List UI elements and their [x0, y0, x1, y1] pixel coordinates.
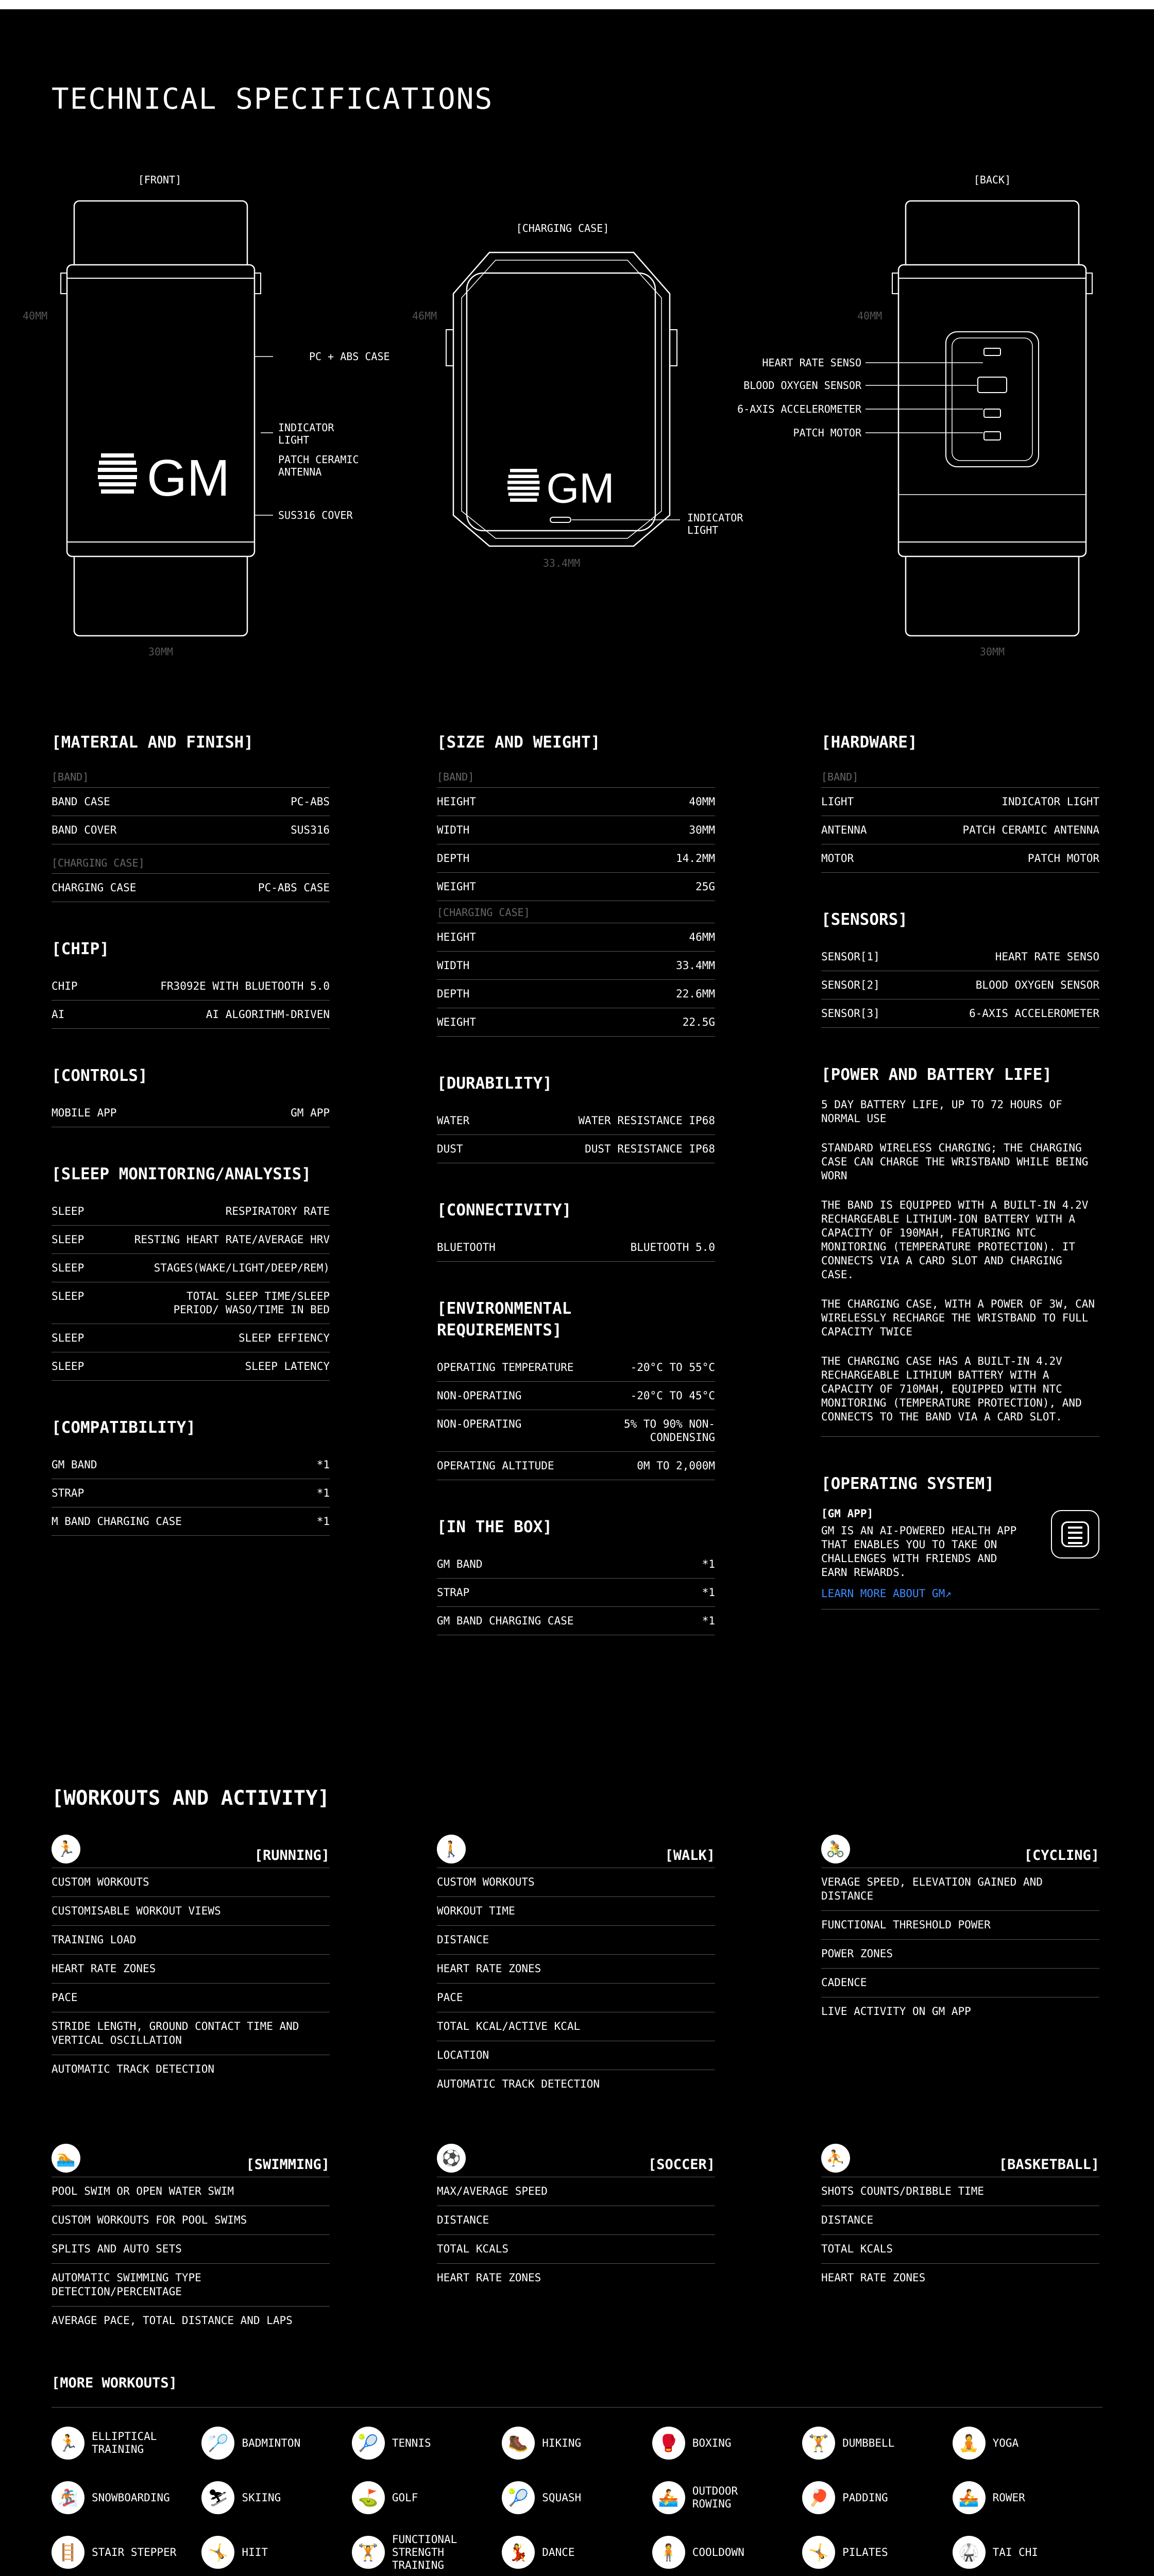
subheading: [BAND] — [821, 766, 1099, 788]
spec-column-3 — [821, 732, 1099, 1646]
durability-section — [437, 1073, 715, 1163]
running-icon: 🏃 — [52, 1835, 80, 1863]
workout-feature: TOTAL KCALS — [821, 2235, 1099, 2264]
workout-feature: SPLITS AND AUTO SETS — [52, 2235, 330, 2264]
more-workout-label: ROWER — [992, 2491, 1025, 2504]
cooldown-icon: 🧍 — [652, 2536, 685, 2569]
spec-row: SENSOR[3] 6-AXIS ACCELEROMETER — [821, 999, 1099, 1028]
workout-feature: STRIDE LENGTH, GROUND CONTACT TIME AND VERTICAL OSCILLATION — [52, 2012, 330, 2055]
yoga-icon: 🧘 — [953, 2427, 986, 2460]
case-width-dim: 33.4MM — [542, 557, 581, 569]
more-workout-label: PILATES — [842, 2546, 888, 2558]
section-title: [HARDWARE] — [821, 733, 918, 752]
section-title: [SIZE AND WEIGHT] — [437, 733, 601, 752]
workout-card — [821, 2141, 1099, 2292]
more-workout-label: BADMINTON — [242, 2436, 301, 2449]
learn-more-link[interactable]: LEARN MORE ABOUT GM↗ — [821, 1587, 952, 1600]
workout-feature: SHOTS COUNTS/DRIBBLE TIME — [821, 2177, 1099, 2206]
soccer-icon: ⚽ — [437, 2144, 466, 2173]
subheading: [BAND] — [52, 766, 330, 788]
dance-icon: 💃 — [502, 2536, 535, 2569]
spec-row: WATER WATER RESISTANCE IP68 — [437, 1107, 715, 1135]
spec-row: STRAP *1 — [437, 1579, 715, 1607]
more-workout-item — [52, 2476, 201, 2519]
more-workout-item — [652, 2421, 802, 2465]
workout-feature: TOTAL KCAL/ACTIVE KCAL — [437, 2012, 715, 2041]
page-title: TECHNICAL SPECIFICATIONS — [52, 82, 494, 116]
spec-row: MOTOR PATCH MOTOR — [821, 844, 1099, 873]
workout-card-header — [52, 2141, 330, 2177]
os-section — [821, 1473, 1099, 1609]
more-workout-label: YOGA — [992, 2436, 1019, 2449]
skiing-icon: ⛷ — [201, 2481, 234, 2514]
power-paragraph: THE CHARGING CASE HAS A BUILT-IN 4.2V RECHARGEABLE LITHIUM BATTERY WITH A CAPACITY OF 710MAH, EQUIPPED WITH NTC MONITORING (TEMPERATURE PROTECTION), AND CONNECTS TO THE BAND VIA A CARD SLOT. — [821, 1354, 1099, 1437]
workout-name: [SWIMMING] — [246, 2157, 330, 2173]
in-the-box-section — [437, 1516, 715, 1635]
connectivity-section — [437, 1199, 715, 1262]
size-section — [437, 732, 715, 1037]
workout-feature: CUSTOM WORKOUTS — [437, 1868, 715, 1897]
front-callout-case: PC + ABS CASE — [309, 350, 390, 363]
spec-column-1 — [52, 732, 330, 1572]
power-paragraph: STANDARD WIRELESS CHARGING; THE CHARGING CASE CAN CHARGE THE WRISTBAND WHILE BEING WORN — [821, 1142, 1089, 1182]
more-workout-item — [652, 2531, 802, 2574]
elliptical-icon: 🏃 — [52, 2427, 84, 2460]
workout-feature: FUNCTIONAL THRESHOLD POWER — [821, 1911, 1099, 1940]
more-workout-label: GOLF — [392, 2491, 418, 2504]
more-workout-item — [802, 2531, 952, 2574]
workout-feature: PACE — [437, 1984, 715, 2012]
case-gm-logo — [507, 465, 615, 512]
spec-row: HEIGHT 40MM — [437, 788, 715, 816]
subheading: [CHARGING CASE] — [52, 852, 330, 874]
workout-feature: LOCATION — [437, 2041, 715, 2070]
spec-row: HEIGHT 46MM — [437, 923, 715, 952]
section-title: [COMPATIBILITY] — [52, 1418, 196, 1437]
more-workout-item — [352, 2421, 502, 2465]
spec-row: SLEEP RESPIRATORY RATE — [52, 1197, 330, 1226]
tai-chi-icon: 🥋 — [953, 2536, 986, 2569]
spec-row: WEIGHT 22.5G — [437, 1008, 715, 1037]
charging-case-drawing — [412, 222, 743, 569]
more-workout-item — [652, 2476, 802, 2519]
workout-feature: PACE — [52, 1984, 330, 2012]
more-workout-label: SKIING — [242, 2491, 281, 2504]
spec-row: STRAP *1 — [52, 1479, 330, 1507]
spec-row: BLUETOOTH BLUETOOTH 5.0 — [437, 1233, 715, 1262]
workout-card — [52, 1832, 330, 2083]
workout-feature: HEART RATE ZONES — [52, 1955, 330, 1984]
material-section — [52, 732, 330, 902]
back-band-drawing — [737, 174, 1092, 658]
more-workout-label: OUTDOOR ROWING — [692, 2485, 738, 2510]
more-workout-label: TENNIS — [392, 2436, 431, 2449]
workouts-title: [WORKOUTS AND ACTIVITY] — [52, 1787, 330, 1810]
section-title: [DURABILITY] — [437, 1074, 552, 1093]
more-workout-label: STAIR STEPPER — [92, 2546, 177, 2558]
chip-section — [52, 938, 330, 1029]
outdoor-rowing-icon: 🚣 — [652, 2481, 685, 2514]
section-title: [POWER AND BATTERY LIFE] — [821, 1065, 1052, 1084]
front-callout-cover: SUS316 COVER — [278, 509, 353, 521]
front-band-drawing — [23, 174, 390, 658]
section-title: [OPERATING SYSTEM] — [821, 1475, 994, 1493]
more-workout-label: HIKING — [542, 2436, 582, 2449]
workout-feature: LIVE ACTIVITY ON GM APP — [821, 2005, 971, 2018]
spec-row: ANTENNA PATCH CERAMIC ANTENNA — [821, 816, 1099, 844]
more-workout-item — [953, 2531, 1102, 2574]
more-workout-label: SQUASH — [542, 2491, 582, 2504]
spec-row: WEIGHT 25G — [437, 873, 715, 901]
section-title: [SLEEP MONITORING/ANALYSIS] — [52, 1165, 311, 1183]
case-callout-indicator: INDICATOR LIGHT — [687, 512, 743, 536]
workout-card-header — [821, 1832, 1099, 1868]
back-width-dim: 30MM — [979, 646, 1005, 658]
charging-label: [CHARGING CASE] — [516, 222, 609, 234]
spec-row: SENSOR[1] HEART RATE SENSO — [821, 943, 1099, 971]
workout-feature: DISTANCE — [821, 2206, 1099, 2235]
spec-row: AI AI ALGORITHM-DRIVEN — [52, 1001, 330, 1029]
workout-card-header — [52, 1832, 330, 1868]
golf-icon: ⛳ — [352, 2481, 385, 2514]
back-callout-heart: HEART RATE SENSO — [762, 357, 861, 369]
workout-card-header — [437, 1832, 715, 1868]
more-workout-item — [953, 2476, 1102, 2519]
cycling-icon: 🚴 — [821, 1835, 850, 1863]
more-workout-item — [352, 2531, 502, 2574]
workout-feature: TRAINING LOAD — [52, 1926, 330, 1955]
tennis-icon: 🎾 — [352, 2427, 385, 2460]
case-height-dim: 46MM — [412, 310, 437, 322]
workout-feature: VERAGE SPEED, ELEVATION GAINED AND DISTANCE — [821, 1868, 1099, 1911]
padding-icon: 🏓 — [802, 2481, 835, 2514]
more-workout-label: TAI CHI — [992, 2546, 1039, 2558]
spec-row: DUST DUST RESISTANCE IP68 — [437, 1135, 715, 1163]
sensors-section — [821, 909, 1099, 1028]
section-title: [CONNECTIVITY] — [437, 1201, 572, 1219]
back-callout-motor: PATCH MOTOR — [793, 427, 861, 439]
back-callout-accel: 6-AXIS ACCELEROMETER — [737, 403, 861, 415]
more-workout-item — [953, 2421, 1102, 2465]
spec-row: MOBILE APP GM APP — [52, 1099, 330, 1127]
hardware-section — [821, 732, 1099, 873]
back-height-dim: 40MM — [857, 310, 883, 322]
compatibility-section — [52, 1417, 330, 1536]
basketball-icon: ⛹ — [821, 2144, 850, 2173]
spec-row: NON-OPERATING -20°C TO 45°C — [437, 1382, 715, 1410]
spec-row: OPERATING TEMPERATURE -20°C TO 55°C — [437, 1353, 715, 1382]
workout-feature: HEART RATE ZONES — [821, 2272, 926, 2284]
workout-feature: CUSTOMISABLE WORKOUT VIEWS — [52, 1897, 330, 1926]
spec-row: LIGHT INDICATOR LIGHT — [821, 788, 1099, 816]
boxing-icon: 🥊 — [652, 2427, 685, 2460]
workout-feature: TOTAL KCALS — [437, 2235, 715, 2264]
spec-row: SENSOR[2] BLOOD OXYGEN SENSOR — [821, 971, 1099, 999]
spec-row: SLEEP SLEEP EFFIENCY — [52, 1324, 330, 1352]
more-workout-label: HIIT — [242, 2546, 268, 2558]
hiking-icon: 🥾 — [502, 2427, 535, 2460]
more-workout-label: BOXING — [692, 2436, 732, 2449]
workout-card-header — [437, 2141, 715, 2177]
more-workout-item — [52, 2421, 201, 2465]
walk-icon: 🚶 — [437, 1835, 466, 1863]
power-paragraph: 5 DAY BATTERY LIFE, UP TO 72 HOURS OF NORMAL USE — [821, 1098, 1062, 1125]
spec-column-2 — [437, 732, 715, 1671]
spec-row: DEPTH 22.6MM — [437, 980, 715, 1008]
section-title: [CHIP] — [52, 940, 109, 958]
workout-name: [BASKETBALL] — [998, 2157, 1099, 2173]
workout-feature: AUTOMATIC TRACK DETECTION — [437, 2078, 600, 2090]
more-workouts-title: [MORE WORKOUTS] — [52, 2375, 177, 2391]
workout-feature: DISTANCE — [437, 1926, 715, 1955]
functional-strength-icon: 🏋 — [352, 2536, 385, 2569]
workout-feature: DISTANCE — [437, 2206, 715, 2235]
spec-row: SLEEP TOTAL SLEEP TIME/SLEEP PERIOD/ WASO/TIME IN BED — [52, 1282, 330, 1324]
front-width-dim: 30MM — [148, 646, 174, 658]
workout-feature: POWER ZONES — [821, 1940, 1099, 1969]
workout-feature: AUTOMATIC TRACK DETECTION — [52, 2063, 215, 2075]
spec-row: SLEEP STAGES(WAKE/LIGHT/DEEP/REM) — [52, 1254, 330, 1282]
more-workout-item — [201, 2476, 351, 2519]
power-paragraph: THE CHARGING CASE, WITH A POWER OF 3W, CAN WIRELESSLY RECHARGE THE WRISTBAND TO FULL CAPACITY TWICE — [821, 1298, 1095, 1338]
more-workout-item — [502, 2476, 652, 2519]
more-workout-label: DUMBBELL — [842, 2436, 895, 2449]
os-card — [821, 1507, 1099, 1609]
spec-row: BAND COVER SUS316 — [52, 816, 330, 844]
workout-name: [SOCCER] — [648, 2157, 715, 2173]
pilates-icon: 🤸 — [802, 2536, 835, 2569]
workout-feature: MAX/AVERAGE SPEED — [437, 2177, 715, 2206]
workout-name: [WALK] — [665, 1848, 715, 1863]
spec-row: GM BAND *1 — [52, 1451, 330, 1479]
subheading: [CHARGING CASE] — [437, 901, 715, 923]
more-workout-item — [52, 2531, 201, 2574]
workout-feature: CADENCE — [821, 1969, 1099, 1997]
workout-card-header — [821, 2141, 1099, 2177]
power-paragraph: THE BAND IS EQUIPPED WITH A BUILT-IN 4.2V RECHARGEABLE LITHIUM-ION BATTERY WITH A CAPACITY OF 190MAH, FEATURING NTC MONITORING (TEMPERATURE PROTECTION). IT CONNECTS VIA A CARD SLOT AND CHARGING CASE. — [821, 1199, 1089, 1281]
workout-card — [821, 1832, 1099, 2026]
more-workout-item — [802, 2421, 952, 2465]
more-workout-item — [352, 2476, 502, 2519]
more-workout-item — [502, 2421, 652, 2465]
workout-name: [CYCLING] — [1024, 1848, 1099, 1863]
spec-row: GM BAND CHARGING CASE *1 — [437, 1607, 715, 1635]
more-workout-item — [502, 2531, 652, 2574]
section-title: [MATERIAL AND FINISH] — [52, 733, 253, 752]
gm-app-icon — [1051, 1510, 1099, 1558]
workout-feature: CUSTOM WORKOUTS — [52, 1868, 330, 1897]
controls-section — [52, 1065, 330, 1127]
spec-row: M BAND CHARGING CASE *1 — [52, 1507, 330, 1536]
more-workout-label: COOLDOWN — [692, 2546, 744, 2558]
divider — [52, 2407, 1102, 2408]
workout-feature: AUTOMATIC SWIMMING TYPE DETECTION/PERCENTAGE — [52, 2264, 330, 2307]
squash-icon: 🎾 — [502, 2481, 535, 2514]
more-workout-label: DANCE — [542, 2546, 575, 2558]
spec-row: BAND CASE PC-ABS — [52, 788, 330, 816]
workout-feature: CUSTOM WORKOUTS FOR POOL SWIMS — [52, 2206, 330, 2235]
workout-card — [52, 2141, 330, 2335]
section-title: [ENVIRONMENTAL REQUIREMENTS] — [437, 1299, 572, 1340]
spec-row: OPERATING ALTITUDE 0M TO 2,000M — [437, 1452, 715, 1480]
front-label: [FRONT] — [138, 174, 182, 186]
hiit-icon: 🤸 — [201, 2536, 234, 2569]
workout-feature: HEART RATE ZONES — [437, 2272, 541, 2284]
snowboarding-icon: 🏂 — [52, 2481, 84, 2514]
badminton-icon: 🏸 — [201, 2427, 234, 2460]
section-title: [IN THE BOX] — [437, 1518, 552, 1536]
subheading: [BAND] — [437, 766, 715, 788]
spec-row: WIDTH 33.4MM — [437, 952, 715, 980]
workout-name: [RUNNING] — [254, 1848, 330, 1863]
environment-section — [437, 1298, 715, 1480]
case-logo-text: GM — [546, 465, 615, 512]
top-bar — [0, 0, 1154, 9]
spec-row: WIDTH 30MM — [437, 816, 715, 844]
more-workout-label: SNOWBOARDING — [92, 2491, 170, 2504]
section-title: [SENSORS] — [821, 910, 908, 929]
workout-feature: POOL SWIM OR OPEN WATER SWIM — [52, 2177, 330, 2206]
more-workout-item — [802, 2476, 952, 2519]
workout-card — [437, 2141, 715, 2292]
front-height-dim: 40MM — [23, 310, 48, 322]
more-workout-label: FUNCTIONAL STRENGTH TRAINING — [392, 2533, 457, 2571]
os-app-name: [GM APP] — [821, 1507, 874, 1520]
workout-feature: AVERAGE PACE, TOTAL DISTANCE AND LAPS — [52, 2314, 293, 2327]
spec-row: GM BAND *1 — [437, 1550, 715, 1579]
spec-row: CHIP FR3092E WITH BLUETOOTH 5.0 — [52, 972, 330, 1001]
spec-row: CHARGING CASE PC-ABS CASE — [52, 874, 330, 902]
swimming-icon: 🏊 — [52, 2144, 80, 2173]
section-title: [CONTROLS] — [52, 1066, 148, 1085]
spec-row: SLEEP SLEEP LATENCY — [52, 1352, 330, 1381]
os-description: GM IS AN AI-POWERED HEALTH APP THAT ENABLES YOU TO TAKE ON CHALLENGES WITH FRIENDS AND EARN REWARDS. — [821, 1524, 1017, 1579]
back-label: [BACK] — [973, 174, 1011, 186]
more-workout-label: PADDING — [842, 2491, 888, 2504]
workout-feature: WORKOUT TIME — [437, 1897, 715, 1926]
spec-row: SLEEP RESTING HEART RATE/AVERAGE HRV — [52, 1226, 330, 1254]
more-workouts-grid — [52, 2421, 1102, 2576]
sleep-section — [52, 1163, 330, 1381]
stair-stepper-icon: 🪜 — [52, 2536, 84, 2569]
more-workout-label: ELLIPTICAL TRAINING — [92, 2430, 157, 2455]
back-callout-oxygen: BLOOD OXYGEN SENSOR — [743, 379, 861, 392]
more-workout-item — [201, 2421, 351, 2465]
product-diagram — [0, 155, 1154, 680]
front-callout-antenna: PATCH CERAMIC ANTENNA — [278, 453, 359, 478]
power-section — [821, 1064, 1099, 1437]
front-logo-text: GM — [147, 449, 230, 507]
front-callout-indicator: INDICATOR LIGHT — [278, 421, 334, 446]
spec-row: DEPTH 14.2MM — [437, 844, 715, 873]
more-workout-item — [201, 2531, 351, 2574]
workout-feature: HEART RATE ZONES — [437, 1955, 715, 1984]
workout-card — [437, 1832, 715, 2098]
rower-icon: 🚣 — [953, 2481, 986, 2514]
spec-row: NON-OPERATING 5% TO 90% NON-CONDENSING — [437, 1410, 715, 1452]
dumbbell-icon: 🏋 — [802, 2427, 835, 2460]
